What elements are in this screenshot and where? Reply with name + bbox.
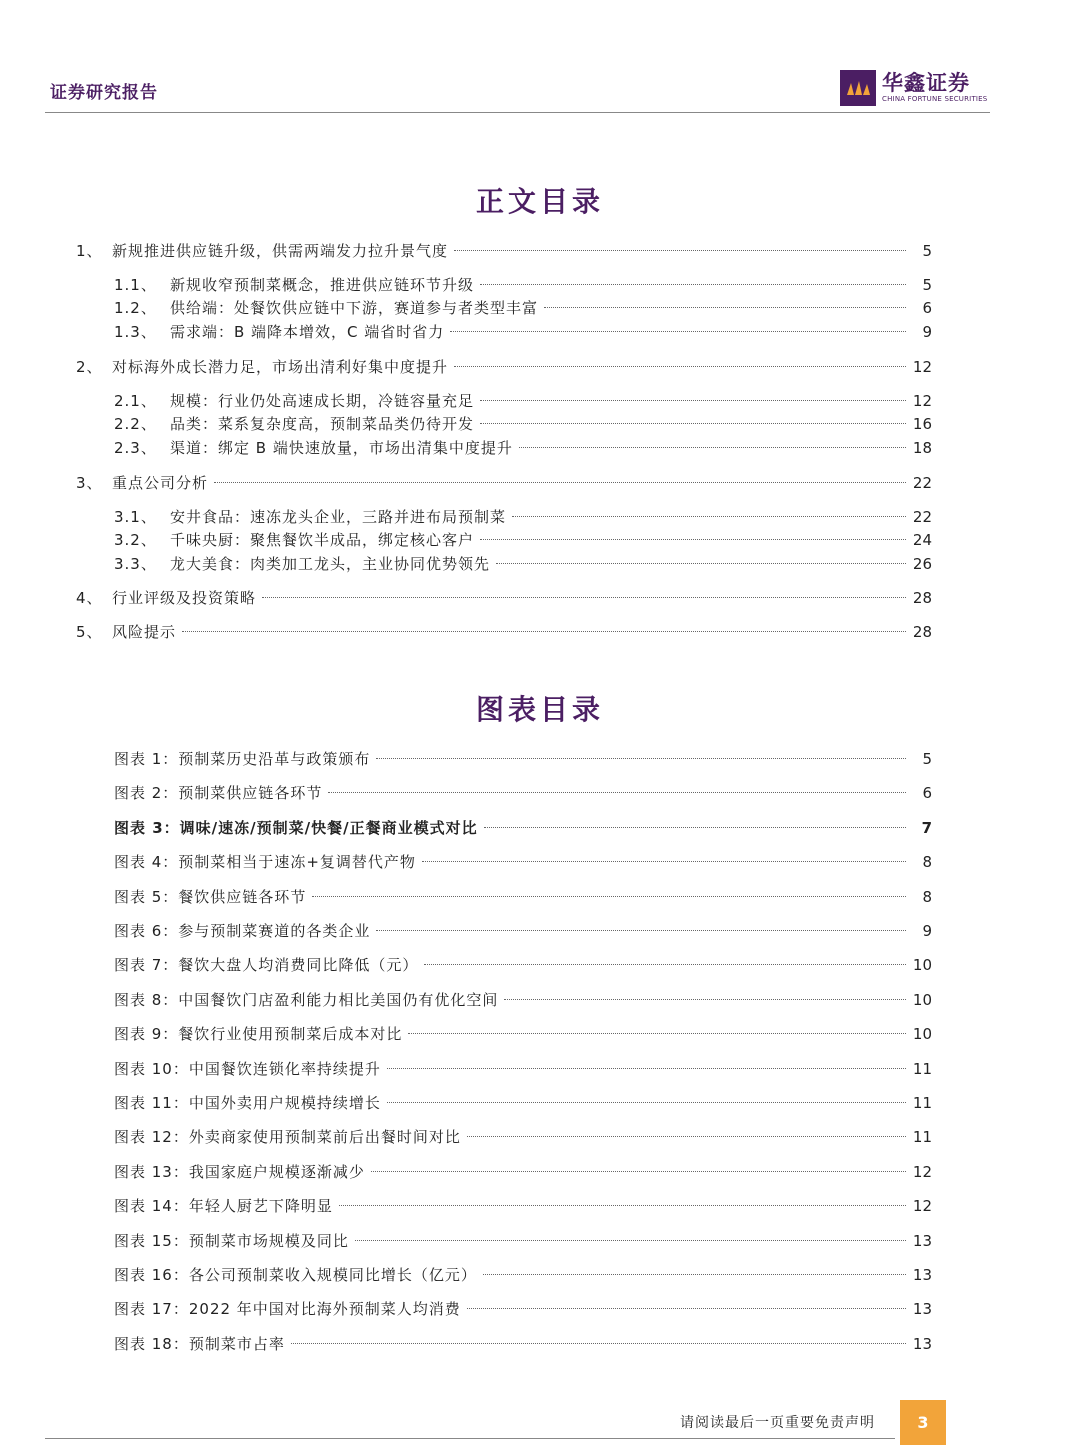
figure-entry[interactable] xyxy=(114,886,932,908)
toc-heading: 正文目录 xyxy=(475,185,604,218)
toc-entry[interactable] xyxy=(76,472,932,494)
dot-leader xyxy=(483,1274,906,1275)
figure-entry[interactable] xyxy=(114,817,932,839)
toc-entry-page: 22 xyxy=(912,508,932,526)
dot-leader xyxy=(355,1240,906,1241)
dot-leader xyxy=(182,631,906,632)
toc-entry-page: 28 xyxy=(912,589,932,607)
toc-entry-page: 9 xyxy=(922,323,932,341)
toc-entry[interactable] xyxy=(114,553,932,575)
figure-entry[interactable] xyxy=(114,1195,932,1217)
dot-leader xyxy=(371,1171,906,1172)
toc-entry-number: 2.1、 xyxy=(114,392,157,410)
toc-entry-number: 2、 xyxy=(76,358,103,376)
dot-leader xyxy=(454,366,906,367)
figure-entry-page: 12 xyxy=(912,1163,932,1181)
figure-entry[interactable] xyxy=(114,920,932,942)
page-number-badge: 3 xyxy=(900,1400,946,1445)
toc-entry[interactable] xyxy=(76,587,932,609)
figure-entry-title: 图表 15：预制菜市场规模及同比 xyxy=(114,1232,349,1250)
dot-leader xyxy=(262,597,906,598)
figure-entry[interactable] xyxy=(114,1333,932,1355)
toc-entry-title: 新规推进供应链升级，供需两端发力拉升景气度 xyxy=(112,242,449,260)
toc-entry[interactable] xyxy=(114,437,932,459)
figure-entry[interactable] xyxy=(114,782,932,804)
toc-entry-title: 重点公司分析 xyxy=(112,474,209,492)
footer-divider xyxy=(45,1438,895,1439)
dot-leader xyxy=(424,964,906,965)
disclaimer-text: 请阅读最后一页重要免责声明 xyxy=(680,1415,875,1431)
header-divider xyxy=(45,112,990,113)
figure-entry-page: 11 xyxy=(912,1128,932,1146)
dot-leader xyxy=(519,447,906,448)
figure-entry-title: 图表 10：中国餐饮连锁化率持续提升 xyxy=(114,1060,381,1078)
toc-entry-title: 供给端：处餐饮供应链中下游，赛道参与者类型丰富 xyxy=(170,299,539,317)
figure-entry-page: 13 xyxy=(912,1266,932,1284)
figure-entry[interactable] xyxy=(114,1298,932,1320)
toc-entry-title: 风险提示 xyxy=(112,623,177,641)
figure-entry-page: 7 xyxy=(921,819,932,837)
toc-entry-number: 1.2、 xyxy=(114,299,157,317)
toc-entry-title: 行业评级及投资策略 xyxy=(112,589,257,607)
figure-entry-title: 图表 7：餐饮大盘人均消费同比降低（元） xyxy=(114,956,419,974)
toc-entry-number: 2.3、 xyxy=(114,439,157,457)
figure-entry-page: 10 xyxy=(912,1025,932,1043)
toc-entry-title: 对标海外成长潜力足，市场出清利好集中度提升 xyxy=(112,358,449,376)
toc-entry-number: 3.1、 xyxy=(114,508,157,526)
logo-english-name: CHINA FORTUNE SECURITIES xyxy=(882,95,988,103)
toc-entry[interactable] xyxy=(114,321,932,343)
figure-entry-page: 8 xyxy=(922,888,932,906)
figure-entry-title: 图表 13：我国家庭户规模逐渐减少 xyxy=(114,1163,365,1181)
toc-entry-page: 5 xyxy=(922,242,932,260)
dot-leader xyxy=(408,1033,906,1034)
toc-entry-number: 5、 xyxy=(76,623,103,641)
figure-entry[interactable] xyxy=(114,1264,932,1286)
figure-entry-title: 图表 9：餐饮行业使用预制菜后成本对比 xyxy=(114,1025,403,1043)
figure-entry-page: 10 xyxy=(912,956,932,974)
figure-entry-page: 10 xyxy=(912,991,932,1009)
toc-entry-page: 12 xyxy=(912,358,932,376)
figure-entry[interactable] xyxy=(114,1230,932,1252)
figure-entry-page: 6 xyxy=(922,784,932,802)
figure-entry-page: 12 xyxy=(912,1197,932,1215)
toc-entry-page: 16 xyxy=(912,415,932,433)
figure-entry[interactable] xyxy=(114,1161,932,1183)
dot-leader xyxy=(480,539,906,540)
toc-entry-page: 26 xyxy=(912,555,932,573)
dot-leader xyxy=(312,896,906,897)
toc-entry[interactable] xyxy=(114,506,932,528)
toc-entry-title: 品类：菜系复杂度高，预制菜品类仍待开发 xyxy=(170,415,475,433)
figure-entry-page: 13 xyxy=(912,1335,932,1353)
dot-leader xyxy=(387,1102,906,1103)
figure-entry[interactable] xyxy=(114,989,932,1011)
toc-entry-page: 28 xyxy=(912,623,932,641)
figure-entry[interactable] xyxy=(114,851,932,873)
dot-leader xyxy=(214,482,906,483)
figures-heading: 图表目录 xyxy=(475,693,604,726)
toc-entry-number: 4、 xyxy=(76,589,103,607)
figure-entry[interactable] xyxy=(114,954,932,976)
toc-entry-number: 3.3、 xyxy=(114,555,157,573)
figure-entry-page: 11 xyxy=(912,1094,932,1112)
toc-entry-title: 新规收窄预制菜概念，推进供应链环节升级 xyxy=(170,276,475,294)
figure-entry-page: 13 xyxy=(912,1300,932,1318)
dot-leader xyxy=(376,930,906,931)
dot-leader xyxy=(496,563,906,564)
figure-entry[interactable] xyxy=(114,1023,932,1045)
dot-leader xyxy=(328,792,906,793)
toc-entry[interactable] xyxy=(114,413,932,435)
figure-entry-title: 图表 16：各公司预制菜收入规模同比增长（亿元） xyxy=(114,1266,477,1284)
figure-entry-page: 11 xyxy=(912,1060,932,1078)
toc-entry-title: 千味央厨：聚焦餐饮半成品，绑定核心客户 xyxy=(170,531,475,549)
dot-leader xyxy=(454,250,906,251)
toc-entry[interactable] xyxy=(76,621,932,643)
figure-entry-title: 图表 4：预制菜相当于速冻+复调替代产物 xyxy=(114,853,416,871)
dot-leader xyxy=(387,1068,906,1069)
dot-leader xyxy=(480,400,906,401)
toc-entry[interactable] xyxy=(114,390,932,412)
figure-entry-page: 9 xyxy=(922,922,932,940)
dot-leader xyxy=(504,999,906,1000)
toc-entry-page: 18 xyxy=(912,439,932,457)
figure-entry-title: 图表 18：预制菜市占率 xyxy=(114,1335,285,1353)
toc-entry-title: 渠道：绑定 B 端快速放量，市场出清集中度提升 xyxy=(170,439,513,457)
dot-leader xyxy=(376,758,906,759)
figure-entry-title: 图表 14：年轻人厨艺下降明显 xyxy=(114,1197,333,1215)
dot-leader xyxy=(422,861,906,862)
figure-entry-title: 图表 8：中国餐饮门店盈利能力相比美国仍有优化空间 xyxy=(114,991,499,1009)
dot-leader xyxy=(450,331,906,332)
toc-entry-number: 3、 xyxy=(76,474,103,492)
toc-entry-number: 1.1、 xyxy=(114,276,157,294)
figure-entry-page: 8 xyxy=(922,853,932,871)
dot-leader xyxy=(467,1308,906,1309)
toc-entry-page: 22 xyxy=(912,474,932,492)
toc-entry-number: 1.3、 xyxy=(114,323,157,341)
figure-entry[interactable] xyxy=(114,1126,932,1148)
toc-entry[interactable] xyxy=(76,356,932,378)
figure-entry-page: 5 xyxy=(922,750,932,768)
toc-entry-title: 龙大美食：肉类加工龙头，主业协同优势领先 xyxy=(170,555,491,573)
dot-leader xyxy=(467,1136,906,1137)
toc-entry-title: 需求端：B 端降本增效，C 端省时省力 xyxy=(170,323,445,341)
figure-entry-page: 13 xyxy=(912,1232,932,1250)
dot-leader xyxy=(480,423,906,424)
toc-entry[interactable] xyxy=(114,274,932,296)
toc-entry-page: 6 xyxy=(922,299,932,317)
figure-entry[interactable] xyxy=(114,748,932,770)
toc-entry-title: 规模：行业仍处高速成长期，冷链容量充足 xyxy=(170,392,475,410)
figure-entry-title: 图表 6：参与预制菜赛道的各类企业 xyxy=(114,922,371,940)
dot-leader xyxy=(339,1205,906,1206)
logo-chinese-name: 华鑫证券 xyxy=(882,71,970,95)
dot-leader xyxy=(512,516,906,517)
logo-mark-icon xyxy=(840,70,876,106)
toc-entry[interactable] xyxy=(114,529,932,551)
toc-entry-number: 1、 xyxy=(76,242,103,260)
figure-entry-title: 图表 5：餐饮供应链各环节 xyxy=(114,888,307,906)
figure-entry-title: 图表 17：2022 年中国对比海外预制菜人均消费 xyxy=(114,1300,461,1318)
toc-entry-page: 24 xyxy=(912,531,932,549)
figure-entry-title: 图表 1：预制菜历史沿革与政策颁布 xyxy=(114,750,371,768)
dot-leader xyxy=(544,307,906,308)
figure-entry[interactable] xyxy=(114,1058,932,1080)
figure-entry-title: 图表 2：预制菜供应链各环节 xyxy=(114,784,323,802)
company-logo xyxy=(840,70,987,106)
toc-entry[interactable] xyxy=(76,240,932,262)
figure-entry-title: 图表 3：调味/速冻/预制菜/快餐/正餐商业模式对比 xyxy=(114,819,478,837)
toc-entry-number: 2.2、 xyxy=(114,415,157,433)
dot-leader xyxy=(480,284,906,285)
figure-entry-title: 图表 11：中国外卖用户规模持续增长 xyxy=(114,1094,381,1112)
dot-leader xyxy=(484,827,906,828)
toc-entry-number: 3.2、 xyxy=(114,531,157,549)
figure-entry-title: 图表 12：外卖商家使用预制菜前后出餐时间对比 xyxy=(114,1128,461,1146)
toc-entry[interactable] xyxy=(114,297,932,319)
toc-entry-page: 5 xyxy=(922,276,932,294)
report-label: 证券研究报告 xyxy=(50,83,158,103)
toc-entry-title: 安井食品：速冻龙头企业，三路并进布局预制菜 xyxy=(170,508,507,526)
dot-leader xyxy=(291,1343,906,1344)
figure-entry[interactable] xyxy=(114,1092,932,1114)
toc-entry-page: 12 xyxy=(912,392,932,410)
